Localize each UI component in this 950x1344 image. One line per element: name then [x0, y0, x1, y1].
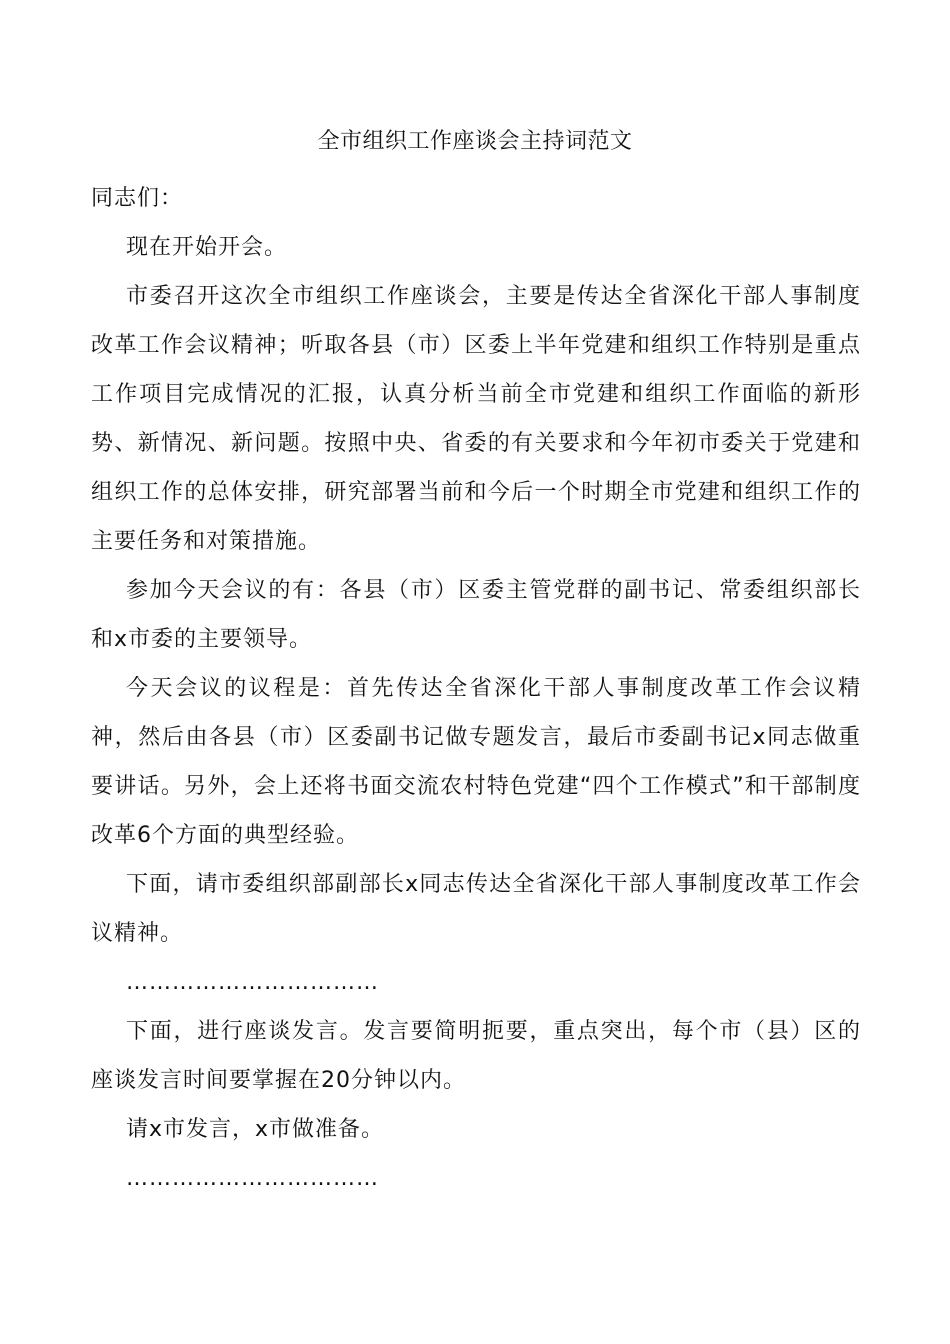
paragraph-discussion: 下面，进行座谈发言。发言要简明扼要，重点突出，每个市（县）区的座谈发言时间要掌握在20分钟以内。	[91, 1019, 861, 1093]
paragraph-agenda: 今天会议的议程是：首先传达全省深化干部人事制度改革工作会议精神，然后由各县（市）区委副书记做专题发言，最后市委副书记x同志做重要讲话。另外，会上还将书面交流农村特色党建“四个工作模式”和干部制度改革6个方面的典型经验。	[91, 676, 861, 848]
paragraph-attendees: 参加今天会议的有：各县（市）区委主管党群的副书记、常委组织部长和x市委的主要领导。	[91, 578, 861, 652]
paragraph-opening: 现在开始开会。	[126, 235, 288, 260]
document-title: 全市组织工作座谈会主持词范文	[317, 129, 633, 154]
ellipsis-separator: ……………………………	[126, 970, 379, 995]
paragraph-purpose: 市委召开这次全市组织工作座谈会，主要是传达全省深化干部人事制度改革工作会议精神；听取各县（市）区委上半年党建和组织工作特别是重点工作项目完成情况的汇报，认真分析当前全市党建和组织工作面临的新形势、新情况、新问题。按照中央、省委的有关要求和今年初市委关于党建和组织工作的总体安排，研究部署当前和今后一个时期全市党建和组织工作的主要任务和对策措施。	[91, 284, 861, 554]
ellipsis-separator: ……………………………	[126, 1166, 379, 1191]
paragraph-speaker-order: 请x市发言，x市做准备。	[126, 1117, 385, 1142]
document-body	[91, 174, 861, 1203]
salutation: 同志们：	[91, 186, 184, 211]
paragraph-first-speaker: 下面，请市委组织部副部长x同志传达全省深化干部人事制度改革工作会议精神。	[91, 872, 861, 946]
